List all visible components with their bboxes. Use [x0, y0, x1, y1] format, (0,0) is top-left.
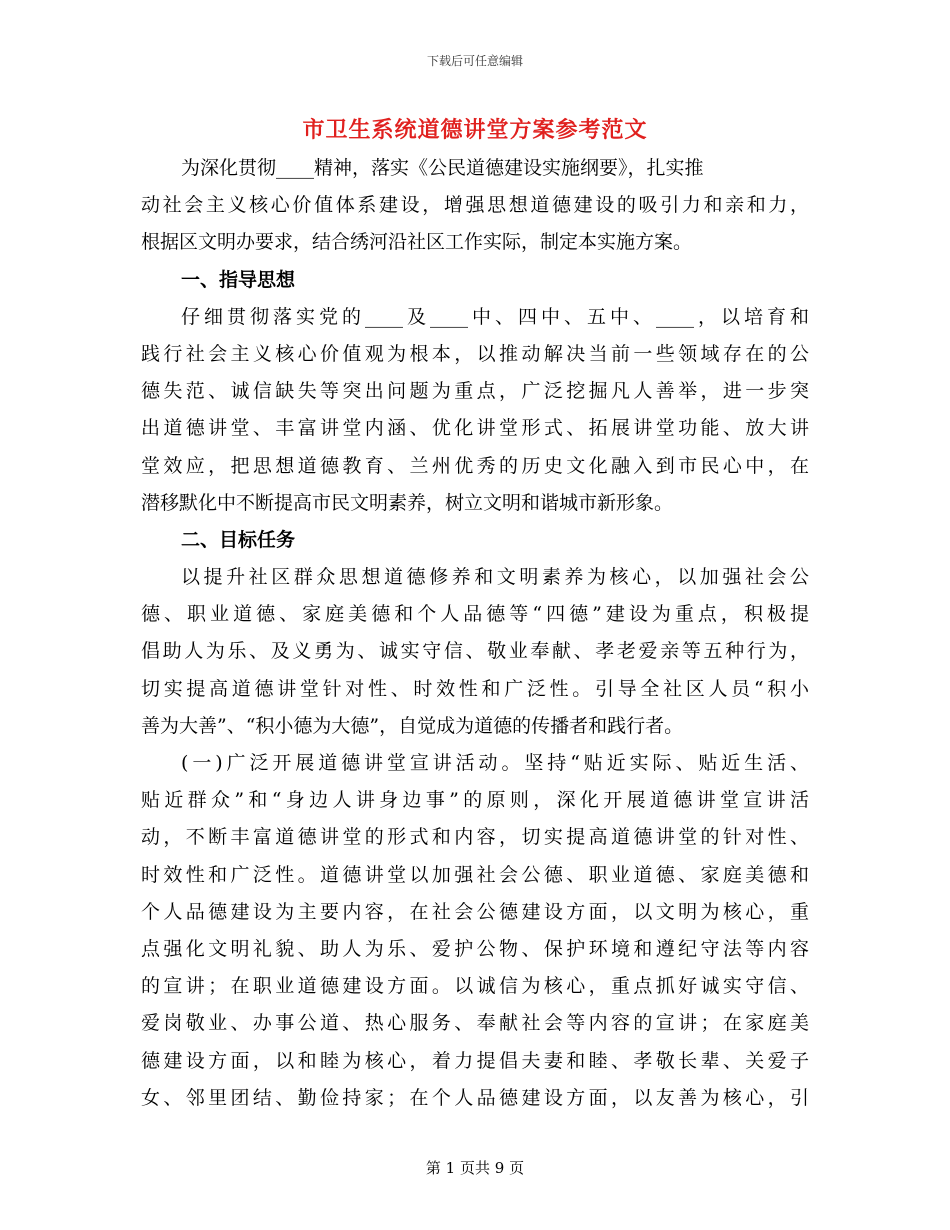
paragraph-line: 德、职业道德、家庭美德和个人品德等“四德”建设为重点，积极提 [141, 603, 809, 626]
paragraph-line: 以提升社区群众思想道德修养和文明素养为核心，以加强社会公 [181, 566, 809, 589]
paragraph-line: 根据区文明办要求，结合绣河沿社区工作实际，制定本实施方案。 [141, 231, 693, 254]
paragraph-line: 出道德讲堂、丰富讲堂内涵、优化讲堂形式、拓展讲堂功能、放大讲 [141, 417, 809, 440]
paragraph-line: 女、邻里团结、勤俭持家；在个人品德建设方面，以友善为核心，引 [141, 1086, 809, 1109]
section-heading: 二、目标任务 [181, 528, 296, 551]
paragraph-line: 为深化贯彻____精神，落实《公民道德建设实施纲要》，扎实推 [181, 157, 704, 179]
paragraph-line: 点强化文明礼貌、助人为乐、爱护公物、保护环境和遵纪守法等内容 [141, 937, 809, 960]
section-heading: 一、指导思想 [181, 268, 296, 291]
paragraph-line: 德失范、诚信缺失等突出问题为重点，广泛挖掘凡人善举，进一步突 [141, 380, 809, 403]
header-note: 下载后可任意编辑 [426, 54, 523, 68]
paragraph-line: 个人品德建设为主要内容，在社会公德建设方面，以文明为核心，重 [141, 900, 809, 923]
paragraph-line: 仔细贯彻落实党的____及____中、四中、五中、____，以培育和 [181, 305, 809, 328]
paragraph-line: 德建设方面，以和睦为核心，着力提倡夫妻和睦、孝敬长辈、关爱子 [141, 1049, 809, 1072]
paragraph-line: 切实提高道德讲堂针对性、时效性和广泛性。引导全社区人员“积小 [141, 677, 809, 700]
paragraph-line: 动社会主义核心价值体系建设，增强思想道德建设的吸引力和亲和力， [141, 194, 809, 217]
paragraph-line: 的宣讲；在职业道德建设方面。以诚信为核心，重点抓好诚实守信、 [141, 975, 809, 998]
paragraph-line: 贴近群众”和“身边人讲身边事”的原则，深化开展道德讲堂宣讲活 [141, 789, 809, 812]
paragraph-line: 善为大善”、“积小德为大德”，自觉成为道德的传播者和践行者。 [141, 714, 684, 737]
paragraph-line: 践行社会主义核心价值观为根本，以推动解决当前一些领域存在的公 [141, 342, 809, 365]
paragraph-line: 潜移默化中不断提高市民文明素养，树立文明和谐城市新形象。 [141, 491, 674, 514]
document-title: 市卫生系统道德讲堂方案参考范文 [302, 117, 648, 143]
paragraph-line: 动，不断丰富道德讲堂的形式和内容，切实提高道德讲堂的针对性、 [141, 826, 809, 849]
paragraph-line: 时效性和广泛性。道德讲堂以加强社会公德、职业道德、家庭美德和 [141, 863, 809, 886]
paragraph-line: (一)广泛开展道德讲堂宣讲活动。坚持“贴近实际、贴近生活、 [181, 752, 809, 774]
paragraph-line: 爱岗敬业、办事公道、热心服务、奉献社会等内容的宣讲；在家庭美 [141, 1012, 809, 1035]
document-body [141, 150, 809, 1117]
paragraph-line: 倡助人为乐、及义勇为、诚实守信、敬业奉献、孝老爱亲等五种行为， [141, 640, 809, 663]
paragraph-line: 堂效应，把思想道德教育、兰州优秀的历史文化融入到市民心中，在 [141, 454, 809, 477]
page-footer: 第 1 页共 9 页 [425, 1159, 525, 1177]
